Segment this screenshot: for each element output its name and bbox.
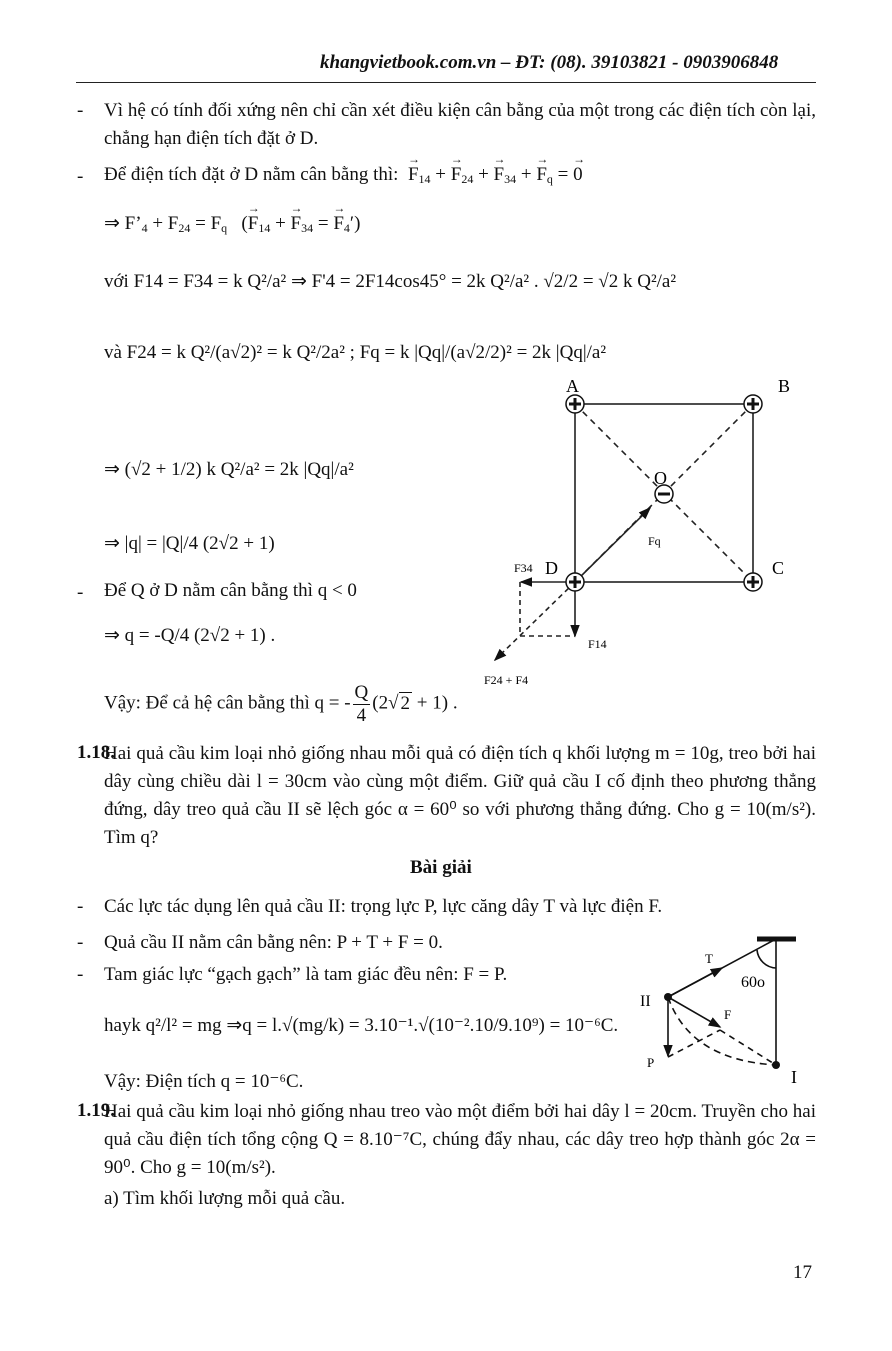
label-f: F [724, 1007, 732, 1022]
equation-f14: với F14 = F34 = k Q²/a² ⇒ F'4 = 2F14cos45° = 2k Q²/a² . √2/2 = √2 k Q²/a² [104, 271, 677, 292]
page-number: 17 [793, 1262, 812, 1283]
conclusion-118: Vậy: Điện tích q = 10⁻⁶C. [104, 1071, 304, 1092]
label-f34: F34 [514, 561, 533, 575]
vector-sum-equation: → $F_{14}$ + → $F_{24}$ + → $F_{34}$ + → $F_q$ = → 0 [408, 164, 583, 185]
condition-text: Để điện tích đặt ở D nằm cân bằng thì: [104, 164, 399, 185]
triangle-statement: Tam giác lực “gạch gạch” là tam giác đều nên: F = P. [104, 964, 508, 985]
problem-number-118: 1.18. [77, 742, 115, 763]
label-o: O [654, 468, 667, 488]
label-b: B [778, 376, 791, 396]
forces-list: Các lực tác dụng lên quả cầu II: trọng lực P, lực căng dây T và lực điện F. [104, 896, 663, 917]
equation-118: hayk q²/l² = mg ⇒q = l.√(mg/k) = 3.10⁻¹.√(10⁻².10/9.10⁹) = 10⁻⁶C. [104, 1015, 619, 1036]
pendulum-diagram [668, 939, 796, 1065]
label-a: A [566, 376, 579, 396]
label-angle: 60o [741, 974, 765, 991]
equation-abs-q: ⇒ |q| = |Q|/4 (2√2 + 1) [104, 533, 275, 554]
bullet: - [77, 100, 84, 121]
label-d: D [545, 558, 558, 578]
equation-balance: ⇒ (√2 + 1/2) k Q²/a² = 2k |Qq|/a² [104, 459, 354, 480]
paragraph-symmetry: Vì hệ có tính đối xứng nên chỉ cần xét điều kiện cân bằng của một trong các điện tích còn lại, chẳng hạn điện tích đặt ở D. [104, 100, 816, 149]
equation-q: ⇒ q = -Q/4 (2√2 + 1) . [104, 625, 276, 646]
label-t: T [705, 951, 713, 966]
problem-number-119: 1.19. [77, 1100, 115, 1121]
label-p: P [647, 1055, 655, 1070]
problem-118-text: Hai quả cầu kim loại nhỏ giống nhau mỗi quả có điện tích q khối lượng m = 10g, treo bởi hai dây cùng chiều dài l = 30cm vào cùng một điểm. Giữ quả cầu I cố định theo phương thẳng đứng, dây treo quả cầu II sẽ lệch góc α = 60⁰ so với phương thẳng đứng. Cho g = 10(m/s²). Tìm q? [104, 743, 816, 848]
label-fq: Fq [648, 534, 661, 548]
sign-condition: Để Q ở D nằm cân bằng thì q < 0 [104, 580, 357, 601]
equation-f24: và F24 = k Q²/(a√2)² = k Q²/2a² ; Fq = k |Qq|/(a√2/2)² = 2k |Qq|/a² [104, 342, 607, 363]
problem-119-text: Hai quả cầu kim loại nhỏ giống nhau treo vào một điểm bởi hai dây l = 20cm. Truyền cho hai quả cầu điện tích tổng cộng Q = 8.10⁻⁷C, chúng đẩy nhau, các dây treo hợp thành góc 2α = 90⁰. Cho g = 10(m/s²). [104, 1101, 816, 1178]
bullet: - [77, 582, 84, 603]
bullet: - [77, 932, 84, 953]
bullet: - [77, 964, 84, 985]
page-header: khangvietbook.com.vn – ĐT: (08). 39103821 - 0903906848 [320, 52, 779, 73]
conclusion-117: Vậy: Để cả hệ cân bằng thì q = - $\frac{Q}{4}$ (2√ 2 + 1) . [104, 682, 458, 726]
equilibrium-118: Quả cầu II nằm cân bằng nên: P + T + F = 0. [104, 932, 443, 953]
label-i: I [791, 1067, 797, 1087]
problem-119-part-a: a) Tìm khối lượng mỗi quả cầu. [104, 1188, 346, 1209]
bullet: - [77, 896, 84, 917]
bullet: - [77, 166, 84, 187]
equation-f4: ⇒ $F’_4 + F_{24} = F_q$ (→ $F_{14}$ + → $F_{34}$ = → $F_4'$) [104, 212, 360, 236]
label-ii: II [640, 993, 651, 1010]
label-f24-f4: F24 + F4 [484, 673, 529, 687]
fq-arrow [575, 508, 650, 582]
label-c: C [772, 558, 785, 578]
solution-title: Bài giải [410, 857, 472, 878]
label-f14: F14 [588, 637, 607, 651]
